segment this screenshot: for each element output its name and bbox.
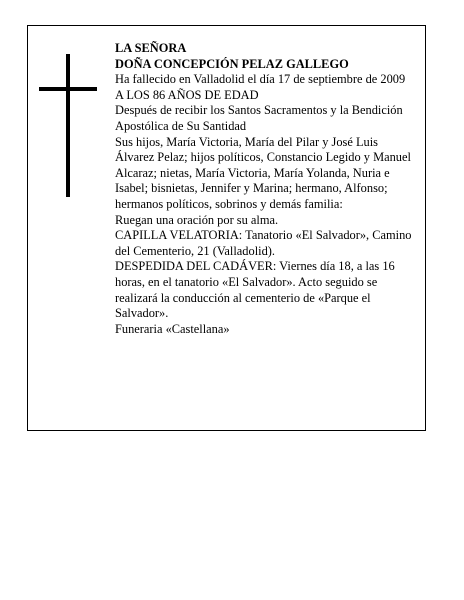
deceased-name: DOÑA CONCEPCIÓN PELAZ GALLEGO — [115, 56, 349, 71]
notice-content — [115, 41, 420, 337]
cross-horizontal-bar — [39, 87, 97, 91]
family-text: Sus hijos, María Victoria, María del Pilar y José Luis Álvarez Pelaz; hijos políticos, Constancio Legido y Manuel Alcaraz; nietas, María Victoria, María Yolanda, Nuria e Isabel; bisnietas, Jennifer y Marina; hermano, Alfonso; hermanos políticos, sobrinos y demás familia: — [115, 134, 411, 211]
farewell-text: DESPEDIDA DEL CADÁVER: Viernes día 18, a las 16 horas, en el tanatorio «El Salvador». Acto seguido se realizará la conducción al cementerio de «Parque el Salvador». — [115, 259, 395, 321]
passing-text: Ha fallecido en Valladolid el día 17 de septiembre de 2009 — [115, 72, 406, 87]
chapel-text: CAPILLA VELATORIA: Tanatorio «El Salvador», Camino del Cementerio, 21 (Valladolid). — [115, 228, 412, 258]
obituary-notice — [27, 25, 426, 431]
sacraments-text: Después de recibir los Santos Sacramentos y la Bendición Apostólica de Su Santidad — [115, 103, 403, 133]
notice-title: LA SEÑORA — [115, 41, 187, 55]
cross-vertical-bar — [66, 54, 70, 197]
funeral-home-text: Funeraria «Castellana» — [115, 321, 230, 336]
prayer-text: Ruegan una oración por su alma. — [115, 212, 279, 227]
age-text: A LOS 86 AÑOS DE EDAD — [115, 87, 259, 102]
